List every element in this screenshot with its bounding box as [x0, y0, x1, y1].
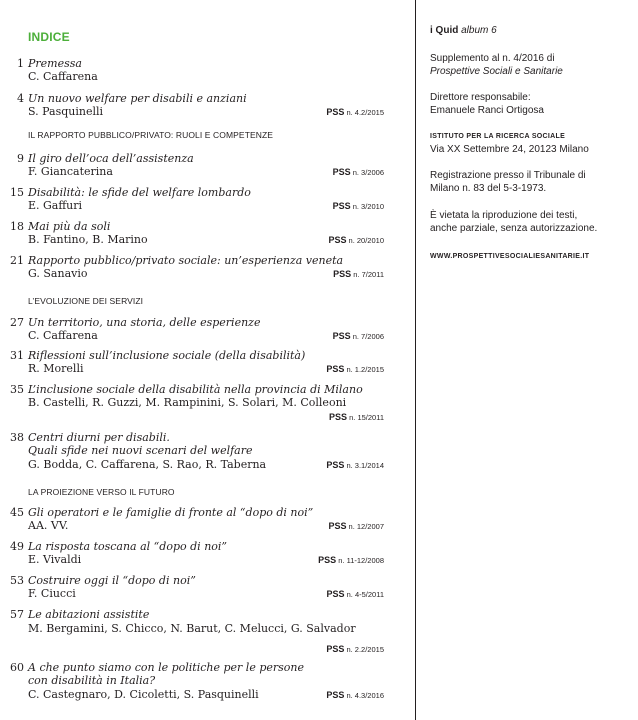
- colophon-copyright: [430, 209, 635, 235]
- page-number: 49: [10, 540, 24, 553]
- source-reference: PSS n. 4.3/2016: [326, 690, 384, 700]
- section-heading: LA PROIEZIONE VERSO IL FUTURO: [28, 487, 175, 497]
- page-number: 38: [10, 431, 24, 444]
- director-label: Direttore responsabile:: [430, 92, 531, 103]
- article-authors: E. Vivaldi: [28, 553, 82, 566]
- article-authors: AA. VV.: [28, 519, 69, 532]
- source-reference: PSS n. 4.2/2015: [326, 107, 384, 117]
- article-title: Le abitazioni assistite: [28, 608, 150, 621]
- institute-name: ISTITUTO PER LA RICERCA SOCIALE: [430, 133, 566, 140]
- article-authors: C. Caffarena: [28, 70, 98, 83]
- page-number: 31: [10, 349, 24, 362]
- article-authors: M. Bergamini, S. Chicco, N. Barut, C. Melucci, G. Salvador: [28, 622, 356, 635]
- article-title: Mai più da soli: [28, 220, 111, 233]
- article-authors: E. Gaffuri: [28, 199, 83, 212]
- source-reference: PSS n. 20/2010: [328, 235, 384, 245]
- article-authors: R. Morelli: [28, 362, 84, 375]
- institute-address: Via XX Settembre 24, 20123 Milano: [430, 144, 589, 155]
- page-number: 27: [10, 316, 24, 329]
- article-authors: F. Giancaterina: [28, 165, 113, 178]
- article-authors: G. Sanavio: [28, 267, 88, 280]
- colophon-registration: [430, 169, 635, 195]
- article-title: Gli operatori e le famiglie di fronte al “dopo di noi”: [28, 506, 314, 519]
- page-number: 60: [10, 661, 24, 674]
- article-authors: C. Caffarena: [28, 329, 98, 342]
- article-title: Un territorio, una storia, delle esperienze: [28, 316, 261, 329]
- article-title: Rapporto pubblico/privato sociale: un’esperienza veneta: [28, 254, 344, 267]
- source-reference: PSS n. 7/2006: [332, 331, 384, 341]
- article-authors: B. Castelli, R. Guzzi, M. Rampinini, S. Solari, M. Colleoni: [28, 396, 347, 409]
- article-title: Disabilità: le sfide del welfare lombardo: [28, 186, 251, 199]
- page-number: 21: [10, 254, 24, 267]
- source-reference: PSS n. 3/2010: [332, 201, 384, 211]
- article-title: A che punto siamo con le politiche per le persone con disabilità in Italia?: [28, 661, 304, 687]
- article-authors: G. Bodda, C. Caffarena, S. Rao, R. Taberna: [28, 458, 267, 471]
- page-number: 15: [10, 186, 24, 199]
- article-title: Il giro dell’oca dell’assistenza: [28, 152, 194, 165]
- page-number: 18: [10, 220, 24, 233]
- colophon-series: [430, 24, 635, 37]
- source-reference: PSS n. 1.2/2015: [326, 364, 384, 374]
- article-authors: C. Castegnaro, D. Cicoletti, S. Pasquinelli: [28, 688, 259, 701]
- page-number: 57: [10, 608, 24, 621]
- supplement-line: Supplemento al n. 4/2016 di: [430, 53, 555, 64]
- column-divider: [415, 0, 416, 720]
- page-number: 53: [10, 574, 24, 587]
- page-number: 4: [17, 92, 24, 105]
- article-title: Un nuovo welfare per disabili e anziani: [28, 92, 247, 105]
- registration-line: Registrazione presso il Tribunale di: [430, 170, 586, 181]
- source-reference: PSS n. 3.1/2014: [326, 460, 384, 470]
- article-title: Riflessioni sull’inclusione sociale (della disabilità): [28, 349, 306, 362]
- page-number: 35: [10, 383, 24, 396]
- copyright-line: È vietata la riproduzione dei testi,: [430, 210, 578, 221]
- article-title: Centri diurni per disabili. Quali sfide nei nuovi scenari del welfare: [28, 431, 253, 457]
- article-title: Costruire oggi il “dopo di noi”: [28, 574, 196, 587]
- article-title: La risposta toscana al “dopo di noi”: [28, 540, 228, 553]
- colophon-website: [430, 250, 635, 263]
- article-title: L’inclusione sociale della disabilità nella provincia di Milano: [28, 383, 363, 396]
- colophon-supplement: [430, 52, 635, 78]
- page-number: 1: [17, 57, 24, 70]
- source-reference: PSS n. 4-5/2011: [326, 589, 384, 599]
- section-heading: L’EVOLUZIONE DEI SERVIZI: [28, 296, 144, 306]
- colophon-director: [430, 91, 635, 117]
- index-heading: INDICE: [28, 30, 70, 44]
- page-number: 45: [10, 506, 24, 519]
- colophon-institute: [430, 130, 635, 156]
- article-title: Premessa: [28, 57, 82, 70]
- website-link: WWW.PROSPETTIVESOCIALIESANITARIE.IT: [430, 253, 590, 260]
- article-authors: S. Pasquinelli: [28, 105, 104, 118]
- page-number: 9: [17, 152, 24, 165]
- series-brand: i Quid: [430, 25, 459, 36]
- source-reference: PSS n. 12/2007: [328, 521, 384, 531]
- registration-line: Milano n. 83 del 5-3-1973.: [430, 183, 547, 194]
- director-name: Emanuele Ranci Ortigosa: [430, 105, 544, 116]
- journal-name: Prospettive Sociali e Sanitarie: [430, 66, 563, 77]
- article-authors: F. Ciucci: [28, 587, 76, 600]
- source-reference: PSS n. 3/2006: [332, 167, 384, 177]
- source-reference: PSS n. 15/2011: [329, 412, 384, 422]
- source-reference: PSS n. 7/2011: [333, 269, 384, 279]
- source-reference: PSS n. 2.2/2015: [326, 644, 384, 654]
- section-heading: IL RAPPORTO PUBBLICO/PRIVATO: RUOLI E COMPETENZE: [28, 130, 274, 140]
- source-reference: PSS n. 11-12/2008: [318, 555, 384, 565]
- article-authors: B. Fantino, B. Marino: [28, 233, 148, 246]
- copyright-line: anche parziale, senza autorizzazione.: [430, 223, 598, 234]
- series-album: album 6: [461, 25, 497, 36]
